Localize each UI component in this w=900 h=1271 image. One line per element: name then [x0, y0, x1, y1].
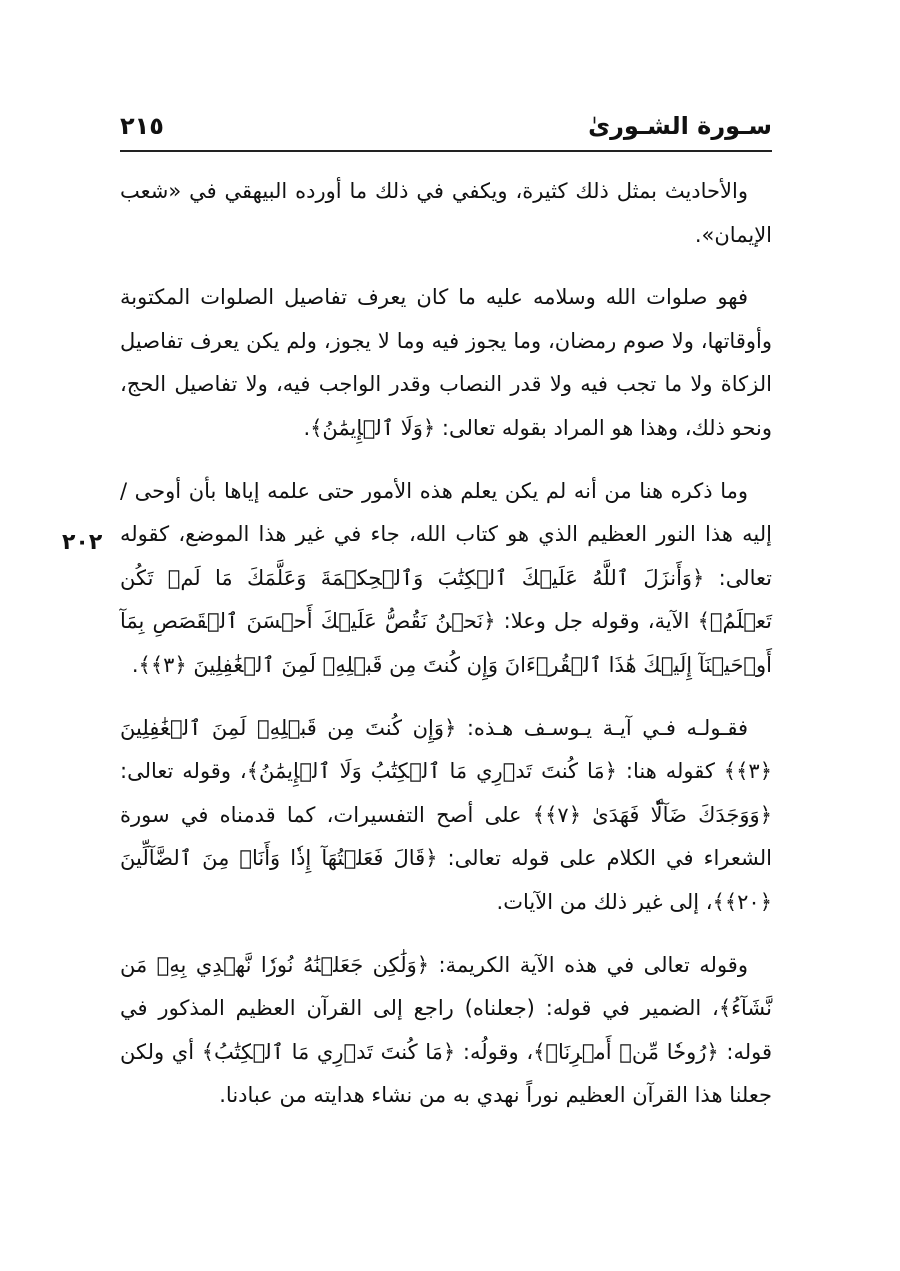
- margin-page-reference: ٢٠٢: [62, 530, 103, 555]
- paragraph: فقـولـه فـي آيـة يـوسـف هـذه: ﴿وَإِن كُنتَ مِن قَبۡلِهِۦ لَمِنَ ٱلۡغَٰفِلِينَ ﴿٣﴾﴾ كقوله هنا: ﴿مَا كُنتَ تَدۡرِي مَا ٱلۡكِتَٰبُ وَلَا ٱلۡإِيمَٰنُ﴾، وقوله تعالى: ﴿وَوَجَدَكَ ضَآلّٗا فَهَدَىٰ ﴿٧﴾﴾ على أصح التفسيرات، كما قدمناه في سورة الشعراء في الكلام على قوله تعالى: ﴿قَالَ فَعَلۡتُهَآ إِذٗا وَأَنَا۠ مِنَ ٱلضَّآلِّينَ ﴿٢٠﴾﴾، إلى غير ذلك من الآيات.: [120, 715, 772, 914]
- paragraph: والأحاديث بمثل ذلك كثيرة، ويكفي في ذلك ما أورده البيهقي في «شعب الإيمان».: [120, 179, 772, 247]
- page-number: ٢١٥: [120, 112, 164, 140]
- paragraph: وقوله تعالى في هذه الآية الكريمة: ﴿وَلَٰكِن جَعَلۡنَٰهُ نُورٗا نَّهۡدِي بِهِۦ مَن نَّشَآءُ﴾، الضمير في قوله: (جعلناه) راجع إلى القرآن العظيم المذكور في قوله: ﴿رُوحٗا مِّنۡ أَمۡرِنَاۚ﴾، وقولُه: ﴿مَا كُنتَ تَدۡرِي مَا ٱلۡكِتَٰبُ﴾ أي ولكن جعلنا هذا القرآن العظيم نوراً نهدي به من نشاء هدايته من عبادنا.: [120, 952, 772, 1108]
- paragraph: وما ذكره هنا من أنه لم يكن يعلم هذه الأمور حتى علمه إياها بأن أوحى / إليه هذا النور العظيم الذي هو كتاب الله، جاء في غير هذا الموضع، كقوله تعالى: ﴿وَأَنزَلَ ٱللَّهُ عَلَيۡكَ ٱلۡكِتَٰبَ وَٱلۡحِكۡمَةَ وَعَلَّمَكَ مَا لَمۡ تَكُن تَعۡلَمُۚ﴾ الآية، وقوله جل وعلا: ﴿نَحۡنُ نَقُصُّ عَلَيۡكَ أَحۡسَنَ ٱلۡقَصَصِ بِمَآ أَوۡحَيۡنَآ إِلَيۡكَ هَٰذَا ٱلۡقُرۡءَانَ وَإِن كُنتَ مِن قَبۡلِهِۦ لَمِنَ ٱلۡغَٰفِلِينَ ﴿٣﴾﴾.: [120, 478, 772, 677]
- paragraph: فهو صلوات الله وسلامه عليه ما كان يعرف تفاصيل الصلوات المكتوبة وأوقاتها، ولا صوم رمضان، وما يجوز فيه وما لا يجوز، ولم يكن يعرف تفاصيل الزكاة ولا ما تجب فيه ولا قدر النصاب وقدر الواجب فيه، ولا تفاصيل الحج، ونحو ذلك، وهذا هو المراد بقوله تعالى: ﴿وَلَا ٱلۡإِيمَٰنُ﴾.: [120, 285, 772, 440]
- body-text: [120, 170, 772, 1137]
- page-header: [120, 108, 772, 152]
- page-title: سـورة الشـورىٰ: [588, 112, 772, 140]
